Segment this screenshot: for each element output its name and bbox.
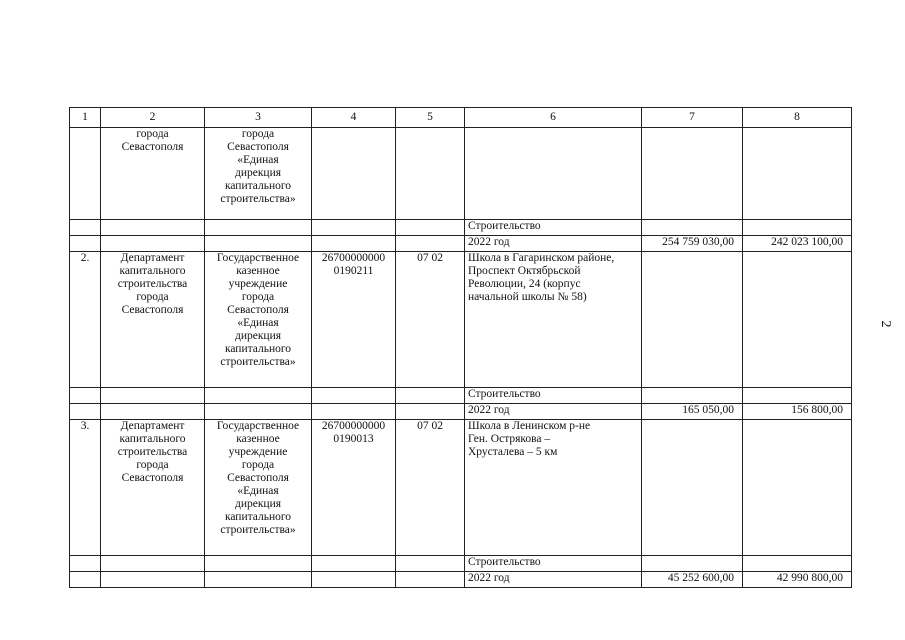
amount-cell: 45 252 600,00	[642, 572, 743, 588]
table-row	[70, 572, 852, 588]
table-row	[70, 220, 852, 236]
table-header-row	[70, 108, 852, 128]
institution-cell: Государственное казенное учреждение города Севастополя «Единая дирекция капитального строительства»	[205, 252, 312, 388]
header-cell: 1	[70, 108, 101, 128]
code-cell: 26700000000 0190013	[312, 420, 396, 556]
row-number: 3.	[70, 420, 101, 556]
work-type-cell: Строительство	[465, 220, 642, 236]
amount-cell: 42 990 800,00	[743, 572, 852, 588]
code-cell: 26700000000 0190211	[312, 252, 396, 388]
object-cell: Школа в Ленинском р-не Ген. Острякова – Хрусталева – 5 км	[465, 420, 642, 556]
institution-cell: города Севастополя «Единая дирекция капитального строительства»	[205, 128, 312, 220]
institution-cell: Государственное казенное учреждение города Севастополя «Единая дирекция капитального строительства»	[205, 420, 312, 556]
department-cell: города Севастополя	[101, 128, 205, 220]
table-row	[70, 404, 852, 420]
year-cell: 2022 год	[465, 404, 642, 420]
table-row	[70, 388, 852, 404]
header-cell: 3	[205, 108, 312, 128]
amount-cell: 165 050,00	[642, 404, 743, 420]
header-cell: 6	[465, 108, 642, 128]
table-row	[70, 420, 852, 556]
work-type-cell: Строительство	[465, 388, 642, 404]
budget-table	[69, 107, 852, 588]
header-cell: 2	[101, 108, 205, 128]
section-cell: 07 02	[396, 420, 465, 556]
table-row	[70, 556, 852, 572]
amount-cell: 254 759 030,00	[642, 236, 743, 252]
amount-cell: 156 800,00	[743, 404, 852, 420]
page-number: 2	[878, 320, 893, 328]
work-type-cell: Строительство	[465, 556, 642, 572]
department-cell: Департамент капитального строительства города Севастополя	[101, 252, 205, 388]
header-cell: 5	[396, 108, 465, 128]
header-cell: 7	[642, 108, 743, 128]
table-row	[70, 236, 852, 252]
header-cell: 4	[312, 108, 396, 128]
table-row	[70, 128, 852, 220]
object-cell: Школа в Гагаринском районе, Проспект Октябрьской Революции, 24 (корпус начальной школы № 58)	[465, 252, 642, 388]
department-cell: Департамент капитального строительства города Севастополя	[101, 420, 205, 556]
row-number: 2.	[70, 252, 101, 388]
section-cell: 07 02	[396, 252, 465, 388]
year-cell: 2022 год	[465, 236, 642, 252]
header-cell: 8	[743, 108, 852, 128]
amount-cell: 242 023 100,00	[743, 236, 852, 252]
year-cell: 2022 год	[465, 572, 642, 588]
table-row	[70, 252, 852, 388]
